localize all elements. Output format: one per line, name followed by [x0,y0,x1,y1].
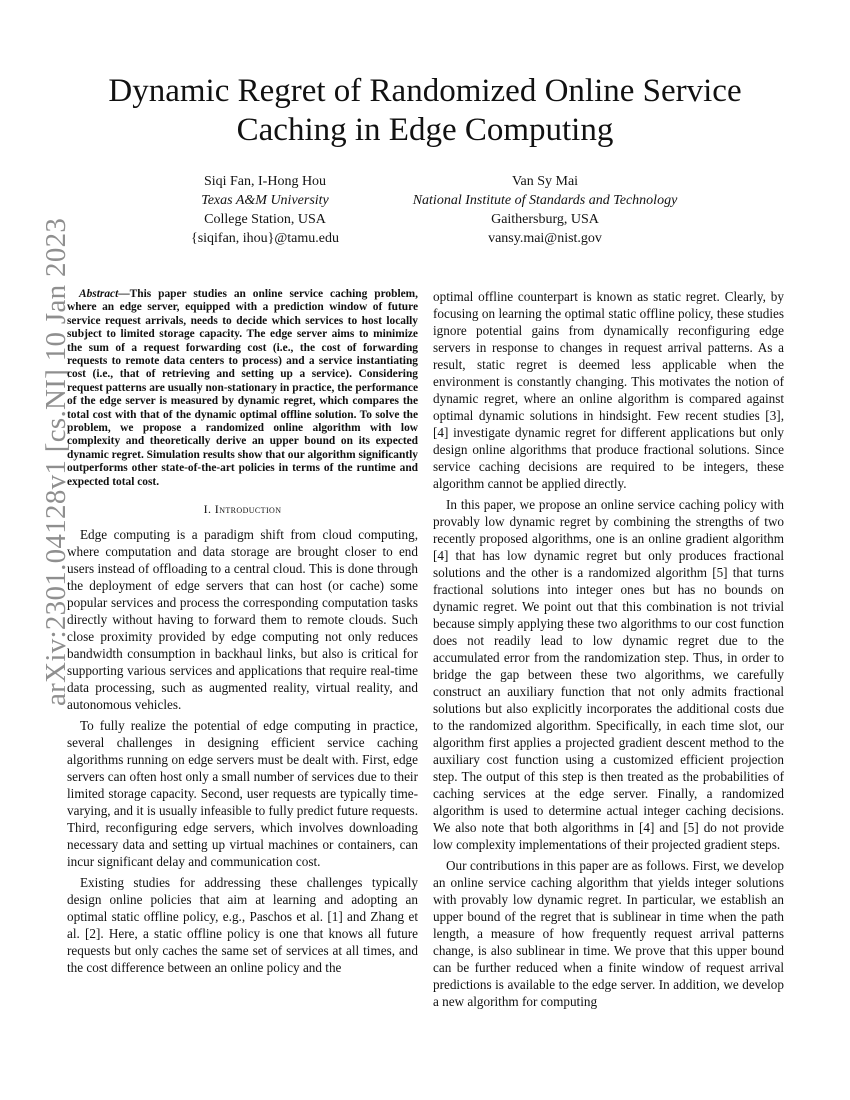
left-column [67,288,418,980]
author-location: College Station, USA [204,212,326,227]
paper-title: Dynamic Regret of Randomized Online Service Caching in Edge Computing [108,73,742,148]
abstract-text: —This paper studies an online service caching problem, where an edge server, equipped with a prediction window of future service request arrivals, needs to decide which services to host locally subject to limited storage capacity. The edge server aims to minimize the sum of a request forwarding cost (i.e., the cost of forwarding requests to remote data centers to process) and a service instantiating cost (i.e., that of retrieving and setting up a service). Considering request patterns are usually non-stationary in practice, the performance of the edge server is measured by dynamic regret, which compares the total cost with that of the dynamic optimal offline solution. To solve the problem, we propose a randomized online algorithm with low complexity and theoretically derive an upper bound on its expected dynamic regret. Simulation results show that our algorithm significantly outperforms other state-of-the-art policies in terms of the runtime and expected total cost. [67,288,418,488]
author-email: {siqifan, ihou}@tamu.edu [190,231,340,246]
author-names: Siqi Fan, I-Hong Hou [203,174,327,189]
paragraph: Edge computing is a paradigm shift from cloud computing, where computation and data storage are brought closer to end users instead of offloading to a central cloud. This is done through the deployment of edge servers that can host (or cache) some popular services and process the corresponding computation tasks directly without having to forward them to remote clouds. Such close proximity provided by edge computing not only reduces bandwidth consumption in backhaul links, but also is critical for supporting various services and applications that require real-time data processing, such as augmented reality, virtual reality, and autonomous vehicles. [67,527,418,713]
abstract-lead: Abstract [79,288,119,300]
abstract [67,288,418,489]
author-location: Gaithersburg, USA [491,212,599,227]
right-column [433,288,784,1014]
author-block-2 [380,172,710,248]
author-email: vansy.mai@nist.gov [488,231,602,246]
paragraph: To fully realize the potential of edge computing in practice, several challenges in designing efficient service caching algorithms running on edge servers must be dealt with. First, edge servers can often host only a small number of services due to their limited storage capacity. Second, user requests are typically time-varying, and it is usually infeasible to fully predict future requests. Third, reconfiguring edge servers, which involves downloading necessary data and setting up virtual machines or containers, can incur significant delay and communication cost. [67,718,418,870]
author-names: Van Sy Mai [511,174,579,189]
paragraph: optimal offline counterpart is known as static regret. Clearly, by focusing on learning the optimal static offline policy, these studies ignore potential gains from dynamically reconfiguring edge servers in response to changes in request arrival patterns. As a result, static regret is deemed less applicable when the environment is constantly changing. This motivates the notion of dynamic regret, where an online algorithm is compared against optimal dynamic solutions in hindsight. Few recent studies [3], [4] investigate dynamic regret for different applications but only design online algorithms that produce fractional solutions. Since service caching decisions are required to be integers, these algorithm cannot be applied directly. [433,289,784,491]
section-heading-introduction: I. Introduction [203,502,282,517]
paragraph: Existing studies for addressing these challenges typically design online policies that aim at learning and adopting an optimal static offline policy, e.g., Paschos et al. [1] and Zhang et al. [2]. Here, a static offline policy is one that knows all future requests but only caches the same set of services at all times, and the cost difference between an online policy and the [67,875,418,976]
paragraph: Our contributions in this paper are as follows. First, we develop an online service caching algorithm that yields integer solutions with provably low dynamic regret. In particular, we establish an upper bound of the regret that is sublinear in time when the path length, a measure of how frequently request arrival patterns change, is also sublinear in time. We prove that this upper bound can be further reduced when a finite window of request arrival predictions is available to the edge server. In addition, we develop a new algorithm for computing [433,858,784,1009]
arxiv-side-stamp: arXiv:2301.04128v1 [cs.NI] 10 Jan 2023 [40,217,72,706]
author-affiliation: National Institute of Standards and Technology [412,193,678,208]
paragraph: In this paper, we propose an online service caching policy with provably low dynamic regret by combining the strengths of two recently proposed algorithms, one is an online gradient algorithm [4] that has low dynamic regret but only produces fractional solutions and the other is a randomized algorithm [5] that turns fractional solutions into integer ones but has no bounds on dynamic regret. We point out that this combination is not trivial because simply applying these two algorithms to our cost function does not readily lead to low dynamic regret due to the accumulated error from the randomization step. Thus, in order to bridge the gap between these two algorithms, we carefully construct an auxiliary function that not only admits fractional solutions but also explicitly incorporates the additional costs due to the randomized algorithm. Specifically, in each time slot, our algorithm first applies a projected gradient descent method to the auxiliary cost function using a customized efficient projection step. The output of this step is then treated as the probabilities of caching services at the edge server. Finally, a randomized algorithm is used to determine actual integer caching decisions. We also note that both algorithms in [4] and [5] do not provide low complexity implementations of their projected gradient steps. [433,497,784,852]
author-affiliation: Texas A&M University [201,193,329,208]
